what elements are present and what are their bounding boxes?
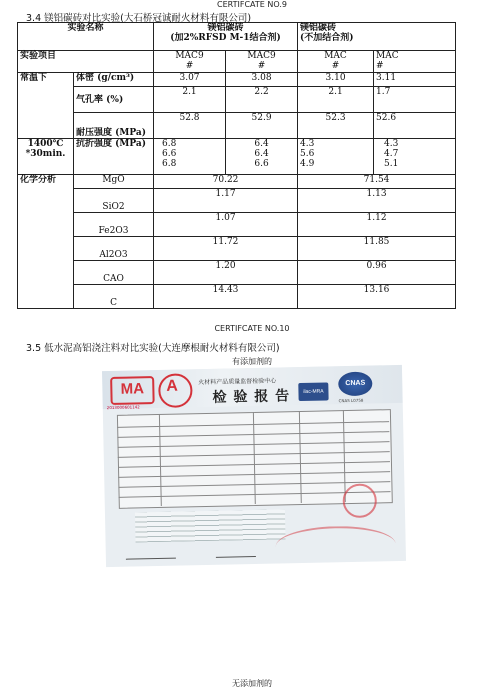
chem-b: 71.54 (298, 175, 456, 189)
caption-without-additive: 无添加剂的 (232, 679, 272, 688)
samples-label: 实验项目 (18, 51, 154, 73)
room-temp-label: 常温下 (18, 73, 74, 139)
red-seal-stamp-bottom (275, 525, 396, 566)
signature-1 (126, 548, 176, 560)
comparison-table (17, 22, 456, 309)
chem-b: 13.16 (298, 285, 456, 309)
sample-3: MAC # (298, 51, 374, 73)
cell: 52.9 (226, 113, 298, 139)
chem-b: 11.85 (298, 237, 456, 261)
header-test-name: 实验名称 (18, 23, 154, 51)
report-center-name: 火材料产品质量监督检验中心 (198, 377, 277, 387)
chem-a: 70.22 (154, 175, 298, 189)
report-title: 检 验 报 告 (212, 388, 291, 406)
hot-row-name: 抗折强度 (MPa) (74, 139, 154, 175)
header-group-a: 镁铝碳砖 (加2%RFSD M-1结合剂) (154, 23, 298, 51)
chem-b: 1.12 (298, 213, 456, 237)
report-notes (135, 509, 286, 542)
report-number: 2013000601142 (106, 404, 140, 411)
test-report-photo (102, 365, 406, 567)
cell: 2.1 (298, 87, 374, 113)
section-title-3-4: 3.4 镁铝碳砖对比实验(大石桥冠诚耐火材料有限公司) (26, 13, 252, 24)
cnas-logo: CNAS (338, 372, 372, 397)
sample-2: MAC9 # (226, 51, 298, 73)
hot-col-4: 4.3 4.7 5.1 (374, 139, 456, 175)
chem-name: SiO2 (74, 189, 154, 213)
a-stamp-icon: A (166, 377, 179, 395)
chem-a: 14.43 (154, 285, 298, 309)
cell: 3.10 (298, 73, 374, 87)
chem-name: Al2O3 (74, 237, 154, 261)
hot-col-1: 6.8 6.6 6.8 (154, 139, 226, 175)
hot-col-3: 4.3 5.6 4.9 (298, 139, 374, 175)
cnas-number: CNAS L0758 (338, 397, 364, 404)
chem-label: 化学分析 (18, 175, 74, 309)
cell: 2.1 (154, 87, 226, 113)
header-group-b: 镁铝碳砖 (不加结合剂) (298, 23, 456, 51)
ma-logo: MA (110, 376, 155, 405)
cell: 3.08 (226, 73, 298, 87)
cell: 52.6 (374, 113, 456, 139)
caption-with-additive: 有添加剂的 (232, 357, 272, 366)
chem-b: 0.96 (298, 261, 456, 285)
chem-a: 1.07 (154, 213, 298, 237)
cell: 3.07 (154, 73, 226, 87)
hot-label: 1400℃ *30min. (18, 139, 74, 175)
chem-a: 1.17 (154, 189, 298, 213)
certificate-number-top: CERTIFCATE NO.9 (217, 0, 287, 9)
cell: 52.3 (298, 113, 374, 139)
cell: 1.7 (374, 87, 456, 113)
ilac-mra-logo: ilac-MRA (298, 382, 328, 401)
chem-name: Fe2O3 (74, 213, 154, 237)
chem-name: MgO (74, 175, 154, 189)
chem-a: 1.20 (154, 261, 298, 285)
signature-2 (216, 546, 256, 558)
cell: 3.11 (374, 73, 456, 87)
row-name: 耐压强度 (MPa) (74, 113, 154, 139)
red-seal-stamp (342, 483, 377, 518)
row-name: 体密 (g/cm³) (74, 73, 154, 87)
cell: 2.2 (226, 87, 298, 113)
chem-name: CAO (74, 261, 154, 285)
certificate-number-mid: CERTIFCATE NO.10 (214, 324, 290, 333)
sample-4: MAC # (374, 51, 456, 73)
hot-col-2: 6.4 6.4 6.6 (226, 139, 298, 175)
sample-1: MAC9 # (154, 51, 226, 73)
row-name: 气孔率 (%) (74, 87, 154, 113)
chem-a: 11.72 (154, 237, 298, 261)
chem-name: C (74, 285, 154, 309)
chem-b: 1.13 (298, 189, 456, 213)
cell: 52.8 (154, 113, 226, 139)
section-title-3-5: 3.5 低水泥高铝浇注料对比实验(大连摩根耐火材料有限公司) (26, 343, 280, 354)
